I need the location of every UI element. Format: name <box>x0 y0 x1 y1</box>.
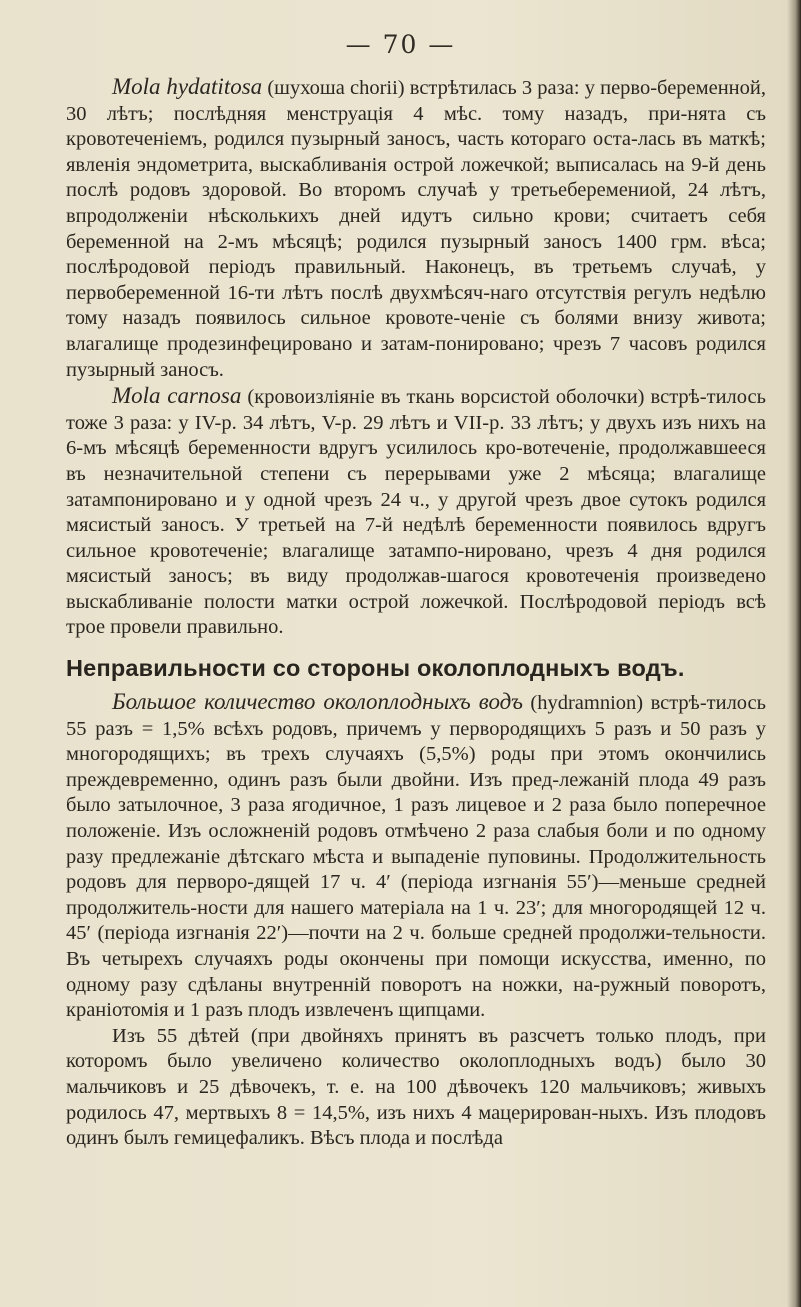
paragraph-children-stats <box>66 1024 766 1152</box>
paragraph-body: (hydramnion) встрѣ-тилось 55 разъ = 1,5% всѣхъ родовъ, причемъ у первородящихъ 5 разъ и 50 разъ у многородящихъ; въ трехъ случаяхъ (5,5%) роды при этомъ окончились преждевременно, одинъ разъ были двойни. Изъ пред-лежаній плода 49 разъ было затылочное, 3 раза ягодичное, 1 разъ лицевое и 2 раза было поперечное положеніе. Изъ осложненій родовъ отмѣчено 2 раза слабыя боли и по одному разу предлежаніе дѣтскаго мѣста и выпаденіе пуповины. Продолжительность родовъ для перворо-дящей 17 ч. 4′ (періода изгнанія 55′)—меньше средней продолжитель-ности для нашего матеріала на 1 ч. 23′; для многородящей 12 ч. 45′ (періода изгнанія 22′)—почти на 2 ч. больше средней продолжи-тельности. Въ четырехъ случаяхъ роды окончены при помощи искусства, именно, по одному разу сдѣланы внутренній поворотъ на ножки, на-ружный поворотъ, краніотомія и 1 разъ плодъ извлеченъ щипцами. <box>66 692 767 1022</box>
section-heading: Неправильности со стороны околоплодныхъ водъ. <box>66 655 685 682</box>
page-edge-shadow <box>787 0 801 1307</box>
term-mola-carnosa: Mola carnosa <box>112 383 242 409</box>
paragraph-body: (кровоизліяніе въ ткань ворсистой оболочки) встрѣ-тилось тоже 3 раза: у IV-р. 34 лѣтъ, V-р. 29 лѣтъ и VII-р. 33 лѣтъ; у двухъ изъ нихъ на 6-мъ мѣсяцѣ беременности вдругъ усилилось кро-вотеченіе, продолжавшееся въ незначительной степени съ перерывами уже 2 мѣсяца; влагалище затампонировано и у одной чрезъ 24 ч., у другой чрезъ двое сутокъ родился мясистый заносъ. У третьей на 7-й недѣлѣ беременности появилось вдругъ сильное кровотеченіе; влагалище затампо-нировано, чрезъ 4 дня родился мясистый заносъ; въ виду продолжав-шагося кровотеченія произведено выскабливаніе полости матки острой ложечкой. Послѣродовой періодъ всѣ трое провели правильно. <box>66 386 766 639</box>
term-hydramnion: Большое количество околоплодныхъ водъ <box>112 689 523 715</box>
page-text <box>66 74 766 1152</box>
paragraph-mola-hydatitosa <box>66 74 766 383</box>
page-number: — 70 — <box>345 30 456 59</box>
paragraph-body: (шухоша сhorii) встрѣтилась 3 раза: у перво-беременной, 30 лѣтъ; послѣдняя менструація 4 мѣс. тому назадъ, при-нята съ кровотеченіемъ, родился пузырный заносъ, часть котораго оста-лась въ маткѣ; явленія эндометрита, выскабливанія острой ложечкой; выписалась на 9-й день послѣ родовъ здоровой. Во второмъ случаѣ у третьеберемениой, 24 лѣтъ, впродолженіи нѣсколькихъ дней идутъ сильно крови; считаетъ себя беременной на 2-мъ мѣсяцѣ; родился пузырный заносъ 1400 грм. вѣса; послѣродовой періодъ правильный. Наконецъ, въ третьемъ случаѣ, у первобеременной 16-ти лѣтъ послѣ двухмѣсяч-наго отсутствія регулъ недѣлю тому назадъ появилось сильное кровоте-ченіе съ болями внизу живота; влагалище продезинфецировано и затам-понировано; чрезъ 7 часовъ родился пузырный заносъ. <box>66 77 766 381</box>
paragraph-mola-carnosa <box>66 383 766 641</box>
paragraph-hydramnion <box>66 689 766 1024</box>
paragraph-body: Изъ 55 дѣтей (при двойняхъ принятъ въ разсчетъ только плодъ, при которомъ было увеличено количество околоплодныхъ водъ) было 30 мальчиковъ и 25 дѣвочекъ, т. е. на 100 дѣвочекъ 120 мальчиковъ; живыхъ родилось 47, мертвыхъ 8 = 14,5%, изъ нихъ 4 мацерирован-ныхъ. Изъ плодовъ одинъ былъ гемицефаликъ. Вѣсъ плода и послѣда <box>66 1024 766 1150</box>
term-mola-hydatitosa: Mola hydatitosa <box>112 74 263 99</box>
